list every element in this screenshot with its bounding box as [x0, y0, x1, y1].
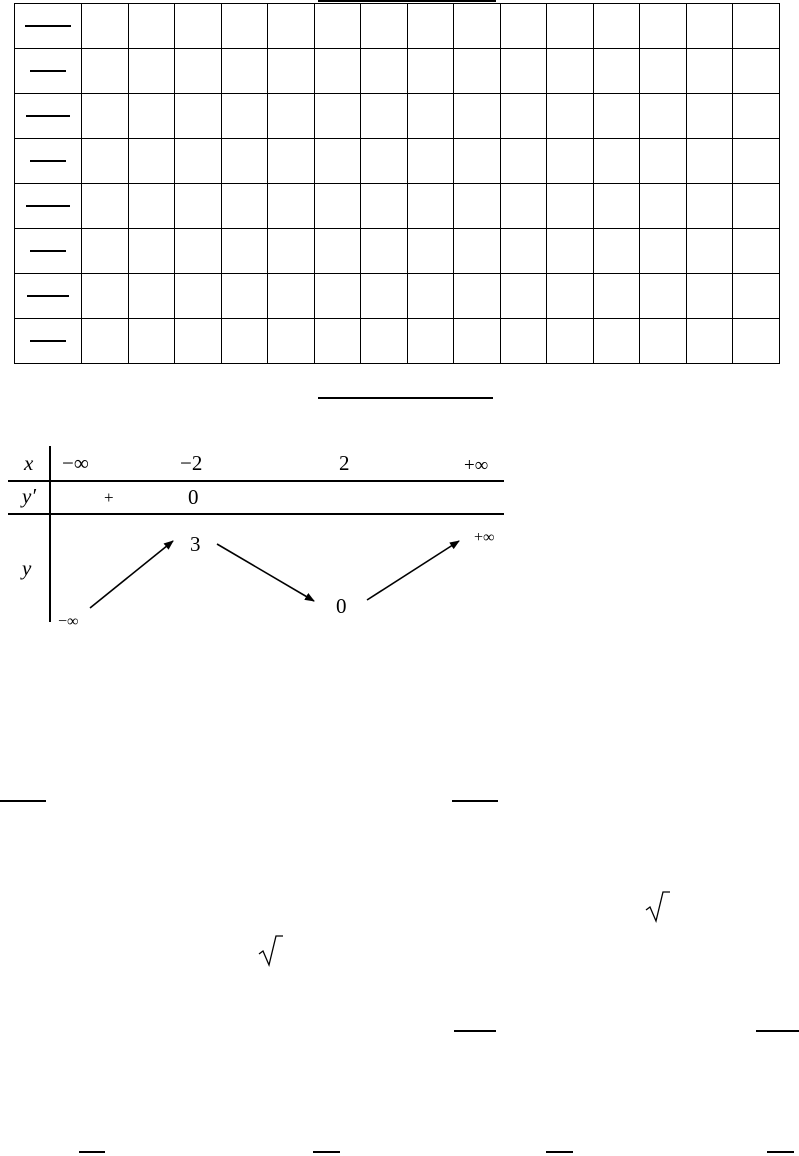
answer-cell	[128, 229, 175, 274]
answer-cell	[82, 184, 129, 229]
answer-cell	[128, 139, 175, 184]
answer-grid-row	[15, 4, 780, 49]
answer-cell	[82, 229, 129, 274]
answer-cell	[454, 229, 501, 274]
fraction-bar	[0, 800, 46, 802]
answer-cell	[268, 49, 315, 94]
vt-yprime-label: y′	[22, 484, 36, 508]
answer-cell	[82, 49, 129, 94]
answer-cell	[454, 4, 501, 49]
answer-cell	[175, 319, 222, 364]
answer-cell	[593, 4, 640, 49]
vt-x-2: 2	[339, 451, 350, 475]
answer-cell	[686, 94, 733, 139]
answer-cell	[128, 49, 175, 94]
answer-cell	[407, 49, 454, 94]
answer-cell	[547, 319, 594, 364]
answer-cell	[640, 184, 687, 229]
answer-cell	[268, 229, 315, 274]
answer-cell	[733, 4, 780, 49]
answer-cell	[314, 139, 361, 184]
answer-cell	[593, 49, 640, 94]
answer-cell	[686, 184, 733, 229]
answer-cell	[686, 229, 733, 274]
sqrt-icon	[645, 890, 671, 924]
vt-x-pos-inf: +∞	[464, 455, 489, 476]
answer-cell	[268, 274, 315, 319]
answer-cell	[593, 139, 640, 184]
answer-cell	[128, 94, 175, 139]
vt-y-min: 0	[336, 594, 347, 618]
answer-cell	[593, 229, 640, 274]
fraction-bar	[756, 1030, 799, 1032]
vt-y-max: 3	[190, 532, 201, 556]
answer-cell	[640, 94, 687, 139]
answer-cell	[361, 4, 408, 49]
answer-cell	[361, 49, 408, 94]
question-number-cell	[15, 139, 82, 184]
vt-x-neg-inf: −∞	[62, 451, 89, 475]
answer-cell	[314, 4, 361, 49]
vt-y-neg-inf: −∞	[58, 613, 79, 630]
answer-cell	[175, 139, 222, 184]
vt-arrows	[0, 440, 520, 640]
answer-cell	[686, 139, 733, 184]
sqrt-icon	[258, 934, 284, 968]
answer-cell	[686, 274, 733, 319]
fraction-bar	[767, 1151, 794, 1153]
answer-cell	[314, 229, 361, 274]
answer-cell	[500, 4, 547, 49]
answer-cell	[82, 94, 129, 139]
question-number-cell	[15, 274, 82, 319]
question-number-cell	[15, 49, 82, 94]
answer-cell	[361, 319, 408, 364]
question-number-line	[30, 160, 66, 162]
question-number-cell	[15, 229, 82, 274]
question-number-cell	[15, 4, 82, 49]
answer-cell	[361, 139, 408, 184]
answer-cell	[128, 274, 175, 319]
answer-cell	[314, 184, 361, 229]
answer-cell	[175, 184, 222, 229]
fraction-bar	[454, 1030, 496, 1032]
answer-cell	[407, 319, 454, 364]
answer-cell	[128, 319, 175, 364]
answer-cell	[500, 139, 547, 184]
answer-cell	[640, 274, 687, 319]
answer-cell	[733, 49, 780, 94]
question-number-line	[25, 25, 71, 27]
answer-cell	[82, 319, 129, 364]
answer-cell	[407, 94, 454, 139]
answer-cell	[175, 229, 222, 274]
answer-cell	[686, 4, 733, 49]
answer-cell	[454, 94, 501, 139]
answer-cell	[547, 49, 594, 94]
answer-grid-row	[15, 184, 780, 229]
top-header-rule	[318, 0, 496, 2]
answer-cell	[128, 184, 175, 229]
answer-cell	[314, 274, 361, 319]
answer-grid	[14, 3, 780, 364]
answer-cell	[733, 229, 780, 274]
answer-cell	[733, 274, 780, 319]
answer-cell	[268, 319, 315, 364]
answer-cell	[221, 139, 268, 184]
answer-cell	[454, 319, 501, 364]
question-number-line	[30, 340, 66, 342]
vt-x-minus2: −2	[180, 451, 203, 475]
answer-cell	[175, 49, 222, 94]
answer-cell	[686, 319, 733, 364]
answer-cell	[454, 274, 501, 319]
answer-cell	[500, 319, 547, 364]
answer-cell	[547, 139, 594, 184]
answer-cell	[733, 319, 780, 364]
answer-cell	[268, 139, 315, 184]
answer-cell	[593, 184, 640, 229]
answer-cell	[361, 184, 408, 229]
answer-cell	[500, 94, 547, 139]
question-number-line	[26, 205, 70, 207]
answer-cell	[407, 4, 454, 49]
question-number-cell	[15, 319, 82, 364]
answer-cell	[500, 274, 547, 319]
answer-cell	[733, 139, 780, 184]
question-number-line	[30, 250, 66, 252]
answer-cell	[175, 4, 222, 49]
fraction-bar	[546, 1151, 573, 1153]
answer-cell	[547, 4, 594, 49]
answer-cell	[733, 184, 780, 229]
vt-sign-plus: +	[104, 488, 114, 507]
answer-cell	[268, 4, 315, 49]
answer-grid-row	[15, 229, 780, 274]
answer-cell	[407, 184, 454, 229]
answer-cell	[500, 229, 547, 274]
answer-grid-row	[15, 274, 780, 319]
answer-cell	[640, 49, 687, 94]
answer-cell	[175, 274, 222, 319]
answer-cell	[547, 94, 594, 139]
answer-cell	[593, 274, 640, 319]
answer-cell	[221, 4, 268, 49]
answer-cell	[640, 229, 687, 274]
answer-cell	[407, 274, 454, 319]
answer-cell	[82, 274, 129, 319]
vt-x-label: x	[24, 451, 34, 475]
vt-y-label: y	[22, 556, 32, 580]
answer-cell	[221, 49, 268, 94]
section-title-rule	[318, 397, 493, 399]
answer-cell	[361, 94, 408, 139]
answer-cell	[361, 229, 408, 274]
answer-cell	[314, 319, 361, 364]
answer-cell	[268, 94, 315, 139]
answer-cell	[640, 319, 687, 364]
answer-cell	[454, 49, 501, 94]
question-number-cell	[15, 94, 82, 139]
answer-cell	[268, 184, 315, 229]
answer-cell	[500, 49, 547, 94]
answer-cell	[500, 184, 547, 229]
answer-cell	[128, 4, 175, 49]
answer-cell	[640, 4, 687, 49]
answer-cell	[454, 184, 501, 229]
answer-cell	[221, 274, 268, 319]
answer-cell	[733, 94, 780, 139]
fraction-bar	[313, 1151, 340, 1153]
answer-cell	[407, 139, 454, 184]
answer-cell	[221, 229, 268, 274]
answer-cell	[593, 94, 640, 139]
answer-cell	[221, 184, 268, 229]
answer-grid-row	[15, 319, 780, 364]
answer-grid-row	[15, 139, 780, 184]
answer-cell	[221, 94, 268, 139]
answer-cell	[221, 319, 268, 364]
vt-y-pos-inf: +∞	[474, 529, 495, 546]
answer-cell	[640, 139, 687, 184]
vt-arrow-increase-2	[367, 541, 459, 600]
answer-cell	[314, 94, 361, 139]
vt-sign-zero: 0	[188, 485, 199, 509]
answer-cell	[593, 319, 640, 364]
answer-cell	[82, 4, 129, 49]
answer-cell	[547, 274, 594, 319]
question-number-line	[30, 70, 66, 72]
answer-cell	[175, 94, 222, 139]
fraction-bar	[452, 800, 498, 802]
answer-cell	[686, 49, 733, 94]
vt-arrow-increase-1	[90, 541, 173, 608]
answer-cell	[407, 229, 454, 274]
question-number-line	[27, 295, 69, 297]
question-number-cell	[15, 184, 82, 229]
answer-cell	[454, 139, 501, 184]
fraction-bar	[79, 1151, 105, 1153]
answer-grid-row	[15, 49, 780, 94]
answer-cell	[82, 139, 129, 184]
answer-cell	[547, 184, 594, 229]
answer-cell	[361, 274, 408, 319]
vt-arrow-decrease	[217, 544, 314, 601]
question-number-line	[26, 115, 70, 117]
answer-grid-row	[15, 94, 780, 139]
answer-cell	[314, 49, 361, 94]
answer-cell	[547, 229, 594, 274]
